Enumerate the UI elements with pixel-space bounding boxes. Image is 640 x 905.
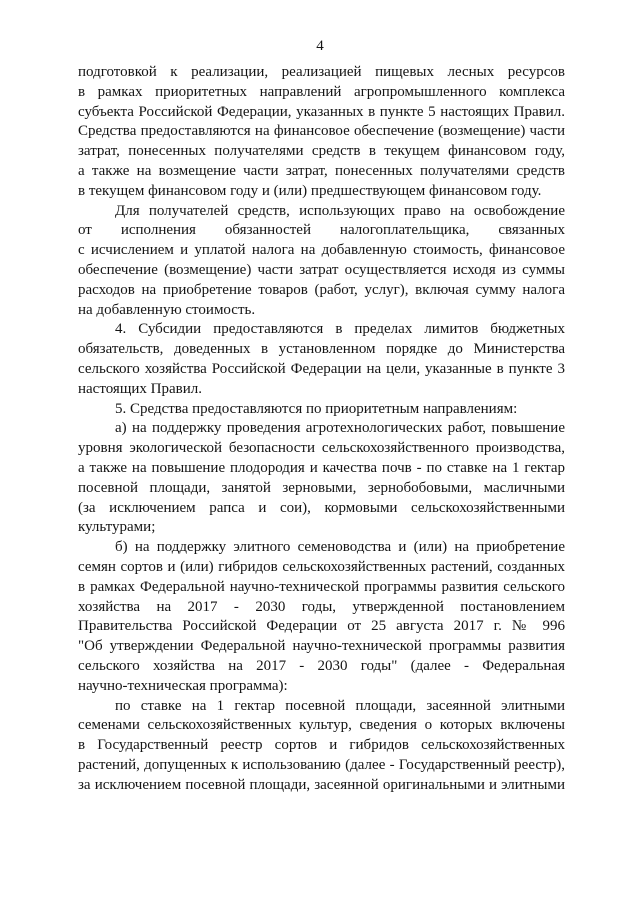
text-line: по ставке на 1 гектар посевной площади, засеянной элитными: [115, 697, 565, 714]
text-line: а также на повышение плодородия и качества почв - по ставке на 1 гектар: [78, 459, 565, 476]
text-line: культурами;: [78, 519, 156, 536]
paragraph: [78, 63, 565, 202]
text-line: субъекта Российской Федерации, указанных в пункте 5 настоящих Правил.: [78, 103, 565, 120]
paragraph: [78, 320, 565, 399]
text-line: семенами сельскохозяйственных культур, сведения о которых включены: [78, 717, 565, 734]
text-line: 5. Средства предоставляются по приоритетным направлениям:: [115, 400, 518, 417]
text-line: сельского хозяйства на 2017 - 2030 годы" (далее - Федеральная: [78, 657, 565, 674]
paragraph: [78, 419, 565, 538]
text-line: Средства предоставляются на финансовое обеспечение (возмещение) части: [78, 123, 565, 140]
text-line: а) на поддержку проведения агротехнологических работ, повышение: [115, 420, 565, 437]
text-line: (за исключением рапса и сои), кормовыми сельскохозяйственными: [78, 499, 565, 516]
text-line: хозяйства на 2017 - 2030 годы, утвержденной постановлением: [78, 598, 565, 615]
text-line: Для получателей средств, использующих право на освобождение: [115, 202, 565, 219]
text-line: в Государственный реестр сортов и гибридов сельскохозяйственных: [78, 737, 565, 754]
text-line: за исключением посевной площади, засеянной оригинальными и элитными: [78, 776, 565, 793]
text-line: сельского хозяйства Российской Федерации на цели, указанные в пункте 3: [78, 360, 565, 377]
text-line: 4. Субсидии предоставляются в пределах лимитов бюджетных: [115, 321, 565, 338]
text-line: б) на поддержку элитного семеноводства и (или) на приобретение: [115, 539, 565, 556]
paragraph: [78, 697, 565, 796]
text-line: от исполнения обязанностей налогоплательщика, связанных: [78, 222, 565, 239]
text-line: с исчислением и уплатой налога на добавленную стоимость, финансовое: [78, 242, 565, 259]
paragraph: [78, 538, 565, 696]
paragraph: [78, 400, 565, 420]
text-line: настоящих Правил.: [78, 380, 202, 397]
text-line: а также на возмещение части затрат, понесенных получателями средств: [78, 162, 565, 179]
text-line: затрат, понесенных получателями средств в текущем финансовом году,: [78, 143, 565, 160]
text-line: расходов на приобретение товаров (работ, услуг), включая сумму налога: [78, 281, 565, 298]
text-line: посевной площади, занятой зерновыми, зернобобовыми, масличными: [78, 479, 565, 496]
text-line: в рамках приоритетных направлений агропромышленного комплекса: [78, 83, 565, 100]
text-line: в рамках Федеральной научно-технической программы развития сельского: [78, 578, 565, 595]
text-line: на добавленную стоимость.: [78, 301, 256, 318]
text-line: обеспечение (возмещение) части затрат осуществляется исходя из суммы: [78, 261, 565, 278]
text-line: растений, допущенных к использованию (далее - Государственный реестр),: [78, 756, 565, 773]
text-line: уровня экологической безопасности сельскохозяйственного производства,: [78, 440, 565, 457]
page-number: 4: [316, 38, 324, 54]
text-line: обязательств, доведенных в установленном порядке до Министерства: [78, 341, 565, 358]
document-body: [78, 63, 565, 795]
text-line: подготовкой к реализации, реализацией пищевых лесных ресурсов: [78, 64, 565, 80]
paragraph: [78, 202, 565, 321]
text-line: Правительства Российской Федерации от 25 августа 2017 г. № 996: [78, 618, 565, 635]
text-line: "Об утверждении Федеральной научно-технической программы развития: [78, 638, 565, 655]
text-line: в текущем финансовом году и (или) предшествующем финансовом году.: [78, 182, 542, 199]
text-line: научно-техническая программа):: [78, 677, 288, 694]
text-line: семян сортов и (или) гибридов сельскохозяйственных растений, созданных: [78, 558, 565, 575]
